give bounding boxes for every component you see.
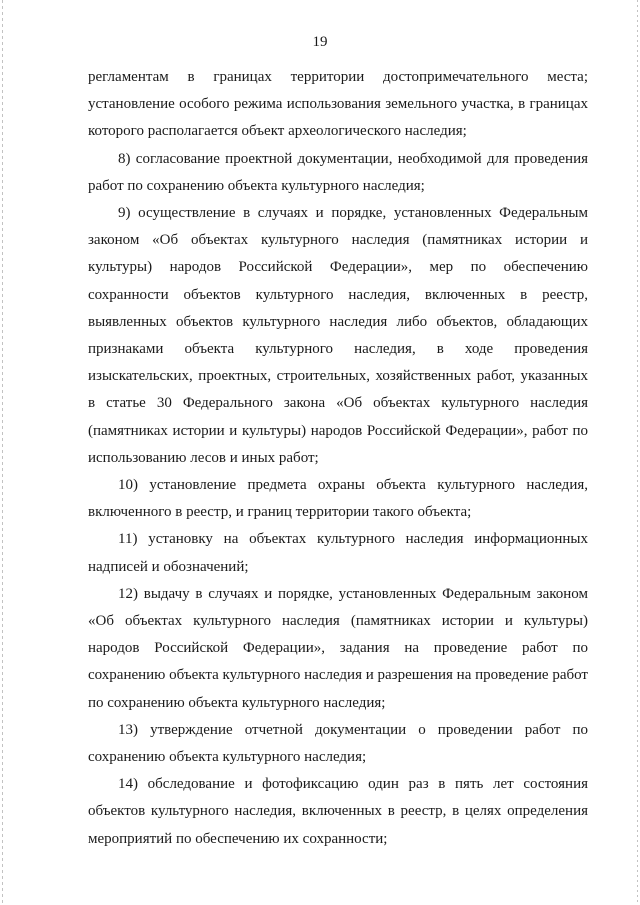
paragraph-item-13: 13) утверждение отчетной документации о проведении работ по сохранению объекта культурного наследия; (88, 721, 588, 766)
document-body (88, 64, 588, 853)
scan-edge-left (2, 0, 3, 905)
page-number: 19 (312, 34, 328, 50)
paragraph-item-9: 9) осуществление в случаях и порядке, установленных Федеральным законом «Об объектах культурного наследия (памятниках истории и культуры) народов Российской Федерации», мер по обеспечению сохранности объектов культурного наследия, включенных в реестр, выявленных объектов культурного наследия либо объектов, обладающих признаками объекта культурного наследия, в ходе проведения изыскательских, проектных, строительных, хозяйственных работ, указанных в статье 30 Федерального закона «Об объектах культурного наследия (памятниках истории и культуры) народов Российской Федерации», работ по использованию лесов и иных работ; (88, 205, 588, 466)
paragraph-item-10: 10) установление предмета охраны объекта культурного наследия, включенного в реестр, и границ территории такого объекта; (88, 477, 588, 521)
paragraph-continuation-first-line: регламентам в границах территории достопримечательного места; (88, 69, 588, 85)
scan-edge-right (637, 0, 638, 905)
paragraph-item-14: 14) обследование и фотофиксацию один раз в пять лет состояния объектов культурного наследия, включенных в реестр, в целях определения мероприятий по обеспечению их сохранности; (88, 776, 588, 847)
paragraph-continuation: установление особого режима использования земельного участка, в границах которого располагается объект археологического наследия; (88, 96, 588, 140)
paragraph-item-11: 11) установку на объектах культурного наследия информационных надписей и обозначений; (88, 531, 588, 575)
paragraph-item-12: 12) выдачу в случаях и порядке, установленных Федеральным законом «Об объектах культурного наследия (памятниках истории и культуры) народов Российской Федерации», задания на проведение работ по сохранению объекта культурного наследия и разрешения на проведение работ по сохранению объекта культурного наследия; (88, 585, 588, 711)
paragraph-item-8: 8) согласование проектной документации, необходимой для проведения работ по сохранению объекта культурного наследия; (88, 150, 588, 194)
